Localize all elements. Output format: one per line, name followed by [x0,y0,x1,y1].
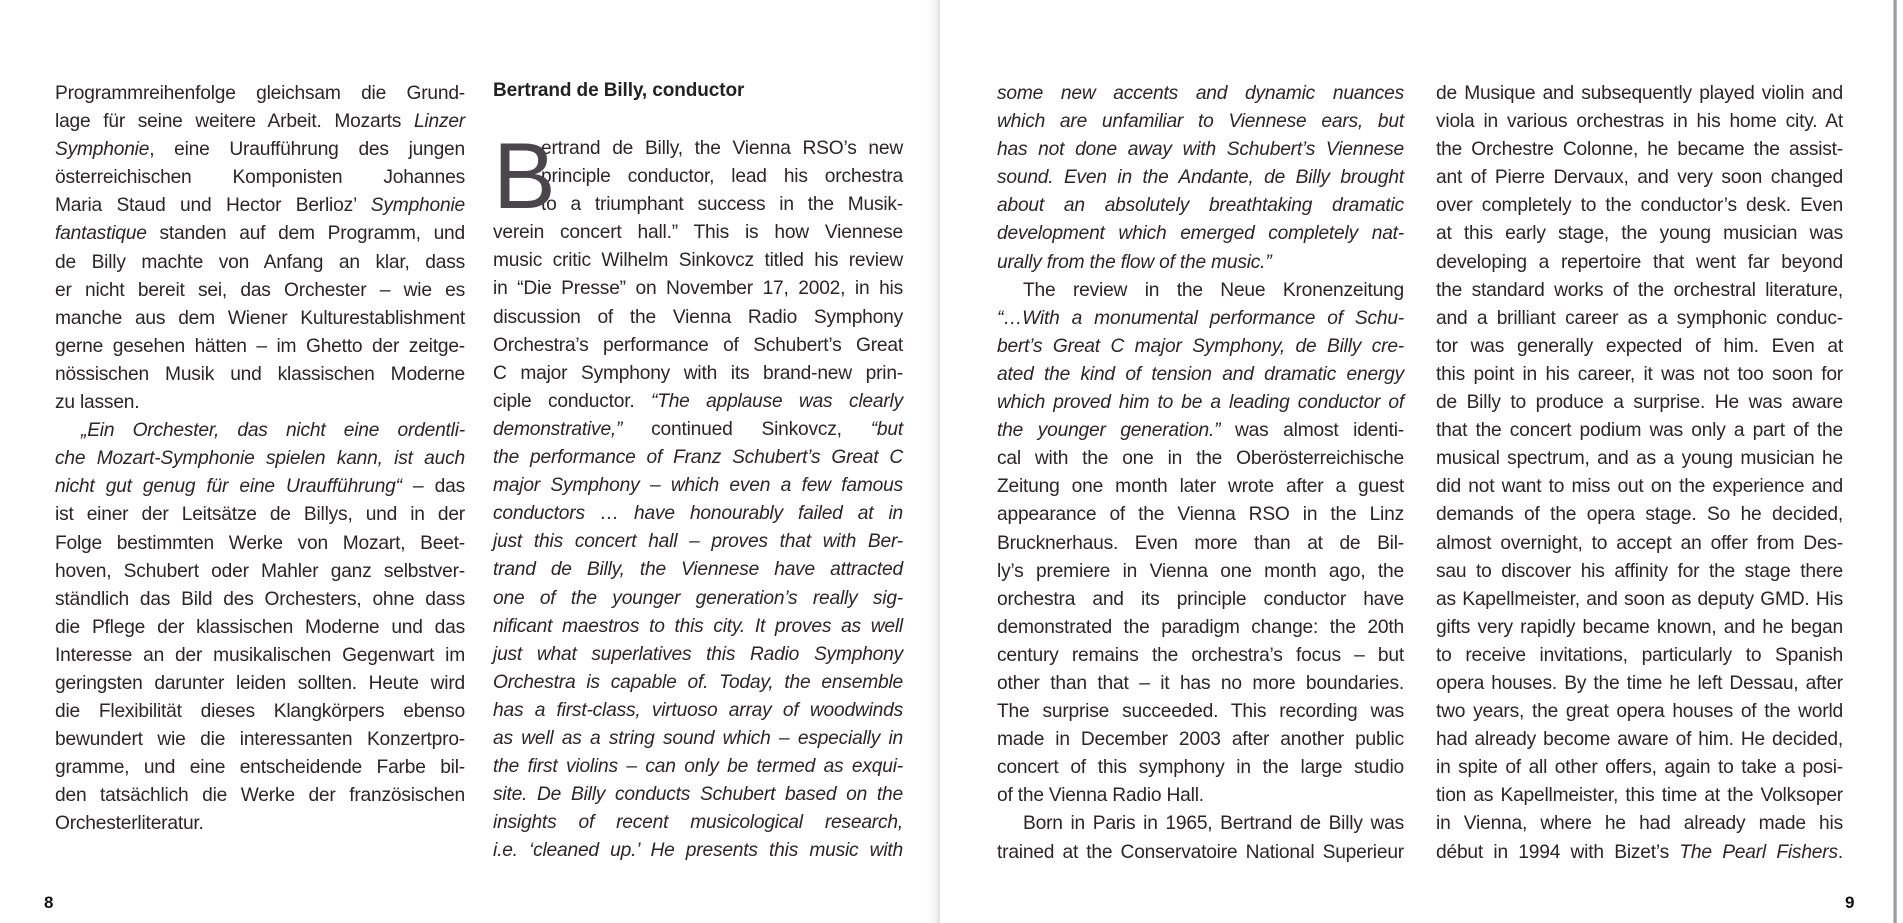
text-line [55,277,465,305]
text-line [55,445,465,473]
text-line [493,837,903,865]
body-text: ständlich das Bild des Orchesters, ohne dass [55,588,465,610]
text-line [55,192,465,220]
body-text: in Vienna, where he had already made his [1436,813,1843,835]
italic-text: fantastique [55,223,147,245]
body-text: at this early stage, the young musician was [1436,223,1843,245]
italic-text: bert’s Great C major Symphony, de Billy cre- [997,335,1404,357]
body-text: discussion of the Vienna Radio Symphony [493,306,903,328]
text-line [55,473,465,501]
text-line [1436,810,1843,838]
italic-text: insights of recent musicological research, [493,812,903,834]
body-text: this point in his career, it was not too soon for [1436,363,1843,385]
text-line [493,781,903,809]
body-text: bewundert wie die interessanten Konzertpro- [55,729,465,751]
page-number-left: 8 [44,893,54,912]
text-line [997,249,1404,277]
text-line [997,670,1404,698]
text-line [55,642,465,670]
text-line [55,136,465,164]
page-number-right: 9 [1845,893,1855,912]
text-line [1436,726,1843,754]
text-line [1436,305,1843,333]
text-line [997,614,1404,642]
italic-text: conductors … have honourably failed at in [493,503,903,525]
text-line [55,220,465,248]
body-text: C major Symphony with its brand-new prin- [493,362,903,384]
italic-text: demonstrative,” [493,418,623,440]
text-line [493,528,903,556]
italic-text: some new accents and dynamic nuances [997,83,1404,104]
body-text: of the Vienna Radio Hall. [997,785,1204,807]
body-text: music critic Wilhelm Sinkovcz titled his review [493,250,903,272]
column-conductor-bio-start [493,79,903,865]
body-text: ciple conductor. [493,390,651,412]
text-line [493,191,903,219]
text-line [493,388,903,416]
body-text: tion as Kapellmeister, this time at the Volksoper [1436,785,1843,807]
italic-text: the performance of Franz Schubert’s Great C [493,447,903,469]
text-line [1436,164,1843,192]
italic-text: major Symphony – which even a few famous [493,475,903,497]
text-line [493,416,903,444]
italic-text: trand de Billy, the Viennese have attracted [493,559,903,581]
italic-text: which proved him to be a leading conductor of [997,392,1404,414]
text-line [55,558,465,586]
text-line [55,670,465,698]
column-review-continued [997,80,1404,867]
text-line [55,530,465,558]
text-line [55,586,465,614]
text-line [997,839,1404,867]
text-line [1436,136,1843,164]
body-text: other than that – it has no more boundaries. [997,672,1404,694]
body-text: made in December 2003 after another public [997,729,1404,751]
text-line [1436,361,1843,389]
text-line [55,80,465,108]
text-line [493,135,903,163]
body-text: over completely to the conductor’s desk. Even [1436,195,1843,217]
body-text: début in 1994 with Bizet’s [1436,841,1680,863]
left-page [0,0,940,923]
body-text: Zeitung one month later wrote after a guest [997,476,1404,498]
column-biography [1436,80,1843,867]
italic-text: one of the younger generation’s really sig- [493,587,903,609]
text-line [997,417,1404,445]
text-line [997,445,1404,473]
italic-text: Symphonie [370,195,465,217]
text-line [997,586,1404,614]
body-text: that the concert podium was only a part of the [1436,420,1843,442]
body-text: in spite of all other offers, again to take a posi- [1436,757,1843,779]
body-text: standen auf dem Programm, und [146,223,465,245]
drop-cap-letter: B [493,123,554,228]
body-text: viola in various orchestras in his home city. At [1436,111,1843,133]
body-text: cal with the one in the Oberösterreichische [997,448,1404,470]
body-text: manche aus dem Wiener Kulturestablishment [55,307,465,329]
body-text: die Pflege der klassischen Moderne und das [55,616,465,638]
italic-text: about an absolutely breathtaking dramatic [997,195,1404,217]
body-text: to receive invitations, particularly to Spanish [1436,644,1843,666]
text-line [1436,642,1843,670]
text-line [1436,445,1843,473]
text-line [997,333,1404,361]
text-line [1436,501,1843,529]
body-text: ant of Pierre Dervaux, and very soon changed [1436,167,1843,189]
italic-text: “The applause was clearly [651,390,903,412]
text-line [55,417,465,445]
italic-text: sound. Even in the Andante, de Billy brought [997,167,1404,189]
italic-text: urally from the flow of the music.” [997,251,1272,273]
body-text: ist einer der Leitsätze de Billys, und in der [55,504,465,526]
body-text: principle conductor, lead his orchestra [541,166,903,188]
body-text: de Musique and subsequently played violin and [1436,83,1843,104]
column-german-text [55,80,465,839]
italic-text: “…With a monumental performance of Schu- [997,307,1404,329]
italic-text: has not done away with Schubert’s Viennese [997,139,1404,161]
text-line [1436,670,1843,698]
italic-text: Linzer [413,111,465,133]
italic-text: as well as a string sound which – especially in [493,727,903,749]
body-text: concert of this symphony in the large studio [997,757,1404,779]
body-text: gerne gesehen hätten – im Ghetto der zeitge- [55,335,465,357]
text-line [1436,614,1843,642]
body-text: continued Sinkovcz, [622,418,871,440]
body-text: de Billy machte von Anfang an klar, dass [55,251,465,273]
page-edge [1893,0,1897,923]
text-line [55,333,465,361]
body-text: Programmreihenfolge gleichsam die Grund- [55,83,465,104]
text-line [997,642,1404,670]
text-line [493,725,903,753]
text-line [493,697,903,725]
text-line [493,247,903,275]
text-line [1436,192,1843,220]
body-text: gifts very rapidly became known, and he began [1436,616,1843,638]
text-line [997,136,1404,164]
body-text: the standard works of the orchestral literature, [1436,279,1843,301]
body-text: . [1837,841,1843,863]
text-line [55,249,465,277]
section-heading: Bertrand de Billy, conductor [493,80,745,101]
body-text: ertrand de Billy, the Vienna RSO’s new [541,138,903,159]
text-line [493,500,903,528]
text-line [55,754,465,782]
italic-text: has a first-class, virtuoso array of woodwinds [493,699,903,721]
italic-text: nicht gut genug für eine Uraufführung“ [55,476,402,498]
body-text: Brucknerhaus. Even more than at de Bil- [997,532,1404,554]
text-line [997,108,1404,136]
text-line [1436,586,1843,614]
italic-text: “but [870,418,903,440]
body-text: did not want to miss out on the experience and [1436,476,1843,498]
text-line [997,361,1404,389]
column2-lines [493,123,903,865]
body-text: The surprise succeeded. This recording was [997,701,1404,723]
italic-text: site. De Billy conducts Schubert based on the [493,784,903,806]
body-text: hoven, Schubert oder Mahler ganz selbstver- [55,560,465,582]
body-text: zu lassen. [55,392,140,414]
body-text: to a triumphant success in the Musik- [541,194,903,216]
text-line [1436,108,1843,136]
text-line [1436,839,1843,867]
italic-text: The Pearl Fishers [1679,841,1838,863]
body-text: – das [401,476,465,498]
body-text: er nicht bereit sei, das Orchester – wie es [55,279,465,301]
body-text: tor was generally expected of him. Even at [1436,335,1843,357]
text-line [1436,277,1843,305]
text-line [55,389,465,417]
drop-cap-paragraph [493,123,903,865]
italic-text: i.e. ‘cleaned up.’ He presents this music with [493,840,903,862]
text-line [1436,389,1843,417]
body-text: orchestra and its principle conductor have [997,588,1404,610]
body-text: sau to discover his affinity for the stage there [1436,560,1843,582]
text-line [997,220,1404,248]
text-line [1436,558,1843,586]
body-text: almost overnight, to accept an offer from Des- [1436,532,1843,554]
text-line [55,782,465,810]
text-line [493,809,903,837]
text-line [493,219,903,247]
body-text: Born in Paris in 1965, Bertrand de Billy was [1023,813,1404,835]
text-line [997,782,1404,810]
text-line [493,275,903,303]
text-line [1436,754,1843,782]
text-line [997,530,1404,558]
text-line [493,585,903,613]
text-line [1436,80,1843,108]
body-text: ly’s premiere in Vienna one month ago, the [997,560,1404,582]
body-text: Folge bestimmten Werke von Mozart, Beet- [55,532,465,554]
body-text: musical spectrum, and as a young musician he [1436,448,1843,470]
body-text: two years, the great opera houses of the world [1436,701,1843,723]
body-text: opera houses. By the time he left Dessau, after [1436,672,1843,694]
italic-text: nificant maestros to this city. It proves as well [493,615,903,637]
text-line [997,473,1404,501]
text-line [1436,333,1843,361]
text-line [1436,417,1843,445]
body-text: die Flexibilität dieses Klangkörpers ebenso [55,701,465,723]
italic-text: ated the kind of tension and dramatic energy [997,363,1404,385]
text-line [55,361,465,389]
body-text: in “Die Presse” on November 17, 2002, in his [493,278,903,300]
text-line [1436,782,1843,810]
text-line [493,472,903,500]
text-line [997,164,1404,192]
body-text: and a brilliant career as a symphonic conduc- [1436,307,1843,329]
body-text: geringsten darunter leiden sollten. Heute wird [55,672,465,694]
text-line [493,556,903,584]
text-line [55,810,465,838]
body-text: developing a repertoire that went far beyond [1436,251,1843,273]
body-text: was almost identi- [1220,420,1404,442]
body-text: trained at the Conservatoire National Superieur [997,841,1404,863]
text-line [1436,698,1843,726]
text-line [1436,530,1843,558]
body-text: The review in the Neue Kronenzeitung [1023,279,1404,301]
text-line [997,277,1404,305]
text-line [55,698,465,726]
italic-text: „Ein Orchester, das nicht eine ordentli- [81,420,465,442]
text-line [493,669,903,697]
text-line [493,753,903,781]
text-line [55,614,465,642]
text-line [493,613,903,641]
body-text: Orchesterliteratur. [55,813,204,835]
body-text: den tatsächlich die Werke der französischen [55,785,465,807]
body-text: as Kapellmeister, and soon as deputy GMD. His [1436,588,1843,610]
text-line [997,80,1404,108]
body-text: , eine Uraufführung des jungen [149,139,465,161]
text-line [55,305,465,333]
body-text: nössischen Musik und klassischen Moderne [55,363,465,385]
text-line [997,389,1404,417]
italic-text: just this concert hall – proves that with Ber- [493,531,903,553]
text-line [997,305,1404,333]
text-line [1436,249,1843,277]
body-text: had already become aware of him. He decided, [1436,729,1843,751]
italic-text: development which emerged completely nat- [997,223,1404,245]
body-text: demands of the opera stage. So he decided, [1436,504,1843,526]
italic-text: the younger generation.” [997,420,1221,442]
text-line [55,501,465,529]
text-line [1436,220,1843,248]
text-line [997,698,1404,726]
italic-text: Orchestra is capable of. Today, the ensemble [493,671,903,693]
body-text: century remains the orchestra’s focus – but [997,644,1404,666]
text-line [55,726,465,754]
text-line [997,810,1404,838]
text-line [997,754,1404,782]
text-line [493,360,903,388]
text-line [55,108,465,136]
italic-text: just what superlatives this Radio Symphony [493,643,903,665]
body-text: demonstrated the paradigm change: the 20th [997,616,1404,638]
body-text: lage für seine weitere Arbeit. Mozarts [55,111,414,133]
body-text: the Orchestre Colonne, he became the assist- [1436,139,1843,161]
body-text: Orchestra’s performance of Schubert’s Great [493,334,903,356]
italic-text: Symphonie [55,139,150,161]
text-line [997,558,1404,586]
text-line [493,163,903,191]
body-text: gramme, und eine entscheidende Farbe bil- [55,757,465,779]
body-text: Interesse an der musikalischen Gegenwart im [55,644,465,666]
text-line [493,641,903,669]
text-line [55,164,465,192]
text-line [1436,473,1843,501]
italic-text: the first violins – can only be termed as exqui- [493,756,903,778]
italic-text: which are unfamiliar to Viennese ears, but [997,111,1404,133]
italic-text: che Mozart-Symphonie spielen kann, ist auch [55,448,465,470]
text-line [493,304,903,332]
body-text: Maria Staud und Hector Berlioz’ [55,195,371,217]
body-text: verein concert hall.” This is how Viennese [493,222,903,244]
body-text: appearance of the Vienna RSO in the Linz [997,504,1404,526]
body-text: österreichischen Komponisten Johannes [55,167,465,189]
text-line [493,444,903,472]
text-line [997,192,1404,220]
text-line [493,332,903,360]
text-line [997,726,1404,754]
text-line [997,501,1404,529]
body-text: de Billy to produce a surprise. He was aware [1436,392,1843,414]
